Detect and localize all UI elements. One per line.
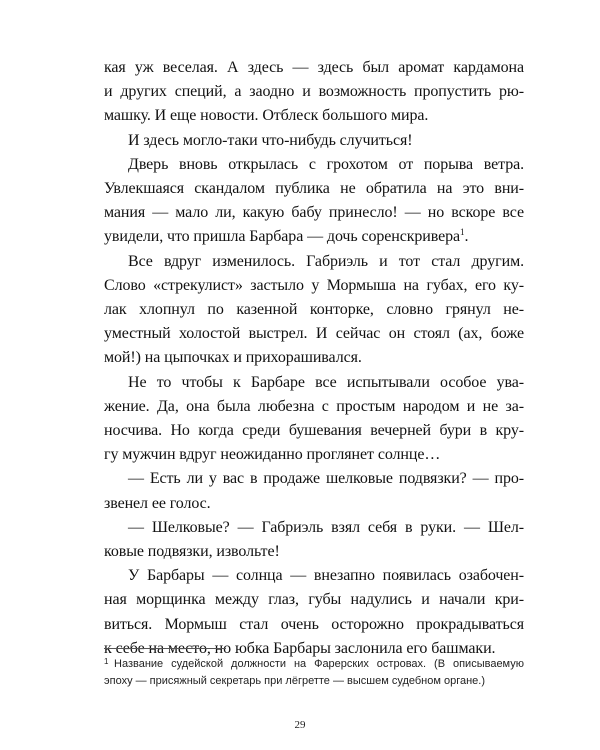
text-line: уместный холостой выстрел. И сейчас он стоял (ах, боже (104, 325, 524, 343)
text-line: к себе на место, но юбка Барбары заслонила его башмаки. (104, 639, 496, 657)
footnote-text: Название судейской должности на Фарерских островах. (В описываемую (114, 658, 524, 670)
text-line: жение. Да, она была любезна с простым народом и не за- (104, 397, 524, 415)
footnote-line (104, 654, 524, 673)
text-line: — Есть ли у вас в продаже шелковые подвязки? — про- (128, 470, 524, 488)
text-line: и других специй, а заодно и возможность пропустить рю- (104, 83, 524, 101)
footnote-line: эпоху — присяжный секретарь при лёгретте — высшем судебном органе.) (104, 674, 486, 687)
text-line: машку. И еще новости. Отблеск большого мира. (104, 107, 429, 125)
text-line: лак хлопнул по казенной конторке, словно грянул не- (104, 301, 524, 319)
text-line-with-footnote: увидели, что пришла Барбара — дочь соренскривера$^1$. (104, 227, 469, 246)
text-line: носчива. Но когда среди бушевания вечерней бури в кру- (104, 422, 524, 440)
text-line: Дверь вновь открылась с грохотом от порыва ветра. (128, 155, 524, 173)
text-line: гу мужчин вдруг неожиданно проглянет солнце… (104, 446, 441, 464)
text-line: кая уж веселая. А здесь — здесь был аромат кардамона (104, 59, 524, 76)
page-number: 29 (294, 719, 306, 731)
text-line: И здесь могло-таки что-нибудь случиться! (128, 131, 413, 149)
text-line: — Шелковые? — Габриэль взял себя в руки. — Шел- (128, 518, 524, 536)
text-line: У Барбары — солнца — внезапно появилась озабочен- (128, 567, 524, 585)
text-line: Слово «стрекулист» застыло у Мормыша на губах, его ку- (104, 276, 524, 294)
footnote-reference: 1 (460, 227, 465, 238)
text-line: виться. Мормыш стал очень осторожно прокрадываться (104, 615, 524, 633)
text-line: Увлекшаяся скандалом публика не обратила на это вни- (104, 180, 524, 198)
text-line: звенел ее голос. (104, 494, 211, 512)
text-line: Не то чтобы к Барбаре все испытывали особое ува- (128, 373, 524, 391)
text-line: Все вдруг изменилось. Габриэль и тот стал другим. (128, 252, 524, 270)
footnote (104, 654, 524, 689)
footnote-marker: 1 (104, 657, 109, 666)
footnote-divider (104, 648, 226, 649)
body-text (104, 56, 524, 661)
text-line: мой!) на цыпочках и прихорашивался. (104, 349, 362, 367)
text-line: ная морщинка между глаз, губы надулись и начали кри- (104, 591, 524, 609)
text-line: ковые подвязки, извольте! (104, 543, 280, 561)
text-line: мания — мало ли, какую бабу принесло! — но вскоре все (104, 204, 524, 222)
text-line-content: увидели, что пришла Барбара — дочь соренскривера (104, 228, 461, 246)
